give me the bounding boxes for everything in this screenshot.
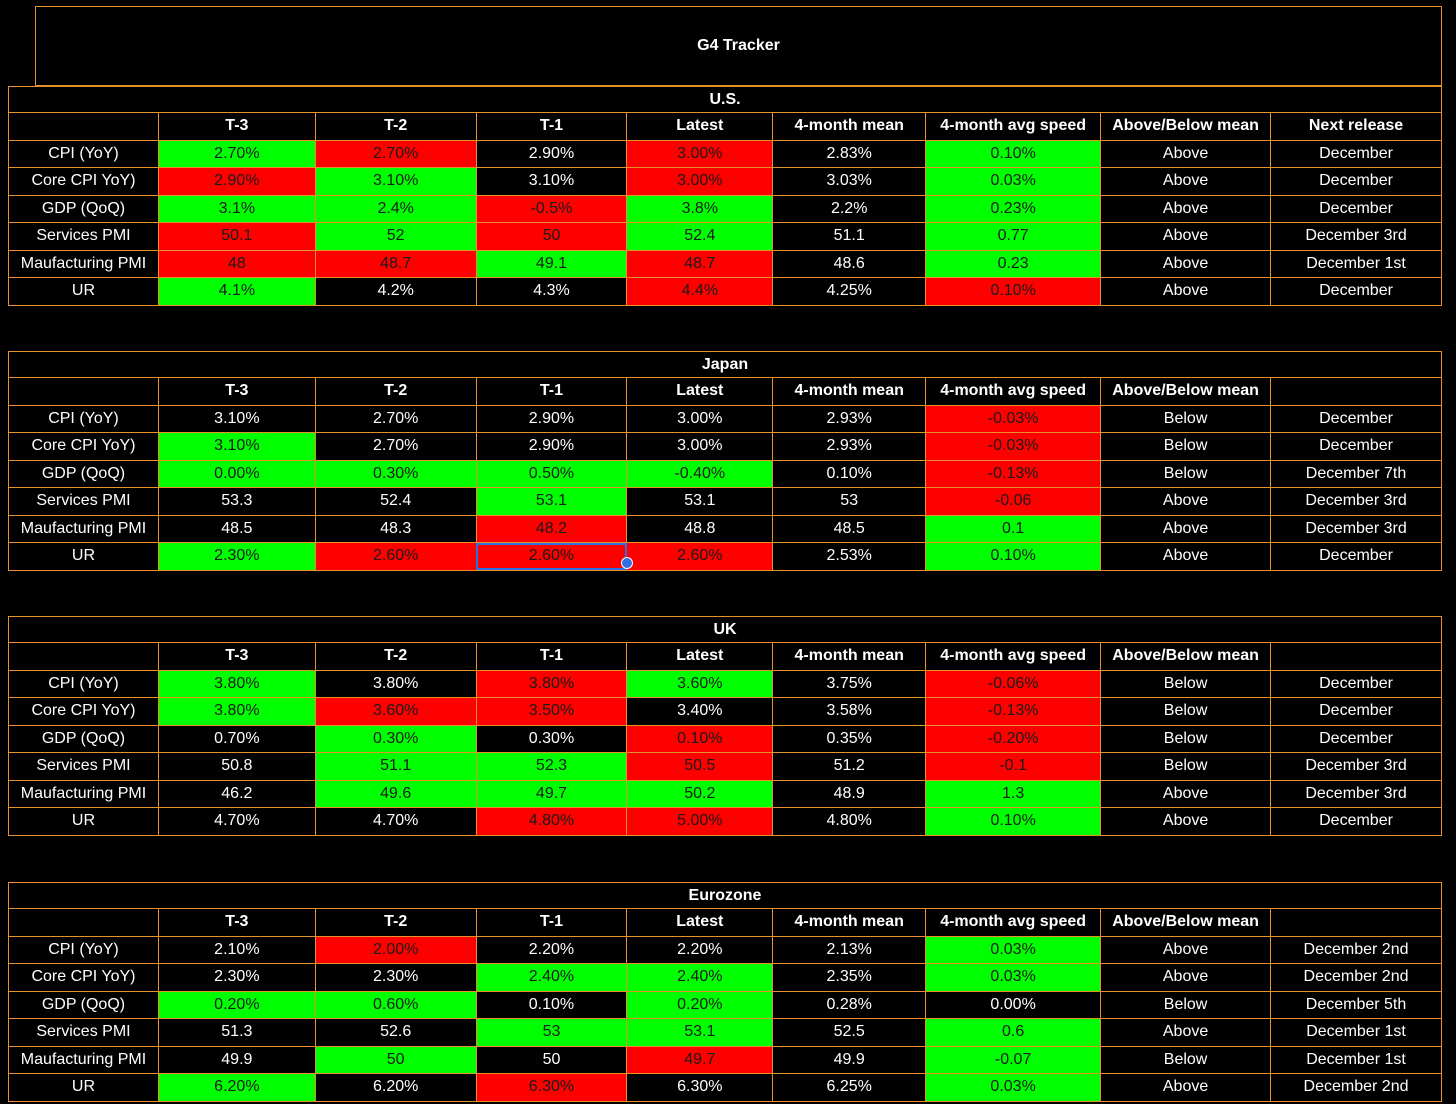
table-row (9, 543, 1442, 571)
data-cell[interactable]: December 1st (1271, 1019, 1442, 1047)
data-cell[interactable]: 0.30% (315, 460, 476, 488)
header-row (9, 909, 1442, 937)
data-cell[interactable]: 2.90% (476, 140, 627, 168)
column-header[interactable]: T-3 (158, 909, 315, 937)
table-row (9, 1019, 1442, 1047)
data-cell[interactable]: Above (1101, 140, 1271, 168)
column-header[interactable]: Latest (627, 113, 773, 141)
row-label[interactable]: GDP (QoQ) (9, 991, 159, 1019)
data-cell[interactable]: 0.00% (158, 460, 315, 488)
data-cell[interactable]: 2.10% (158, 936, 315, 964)
row-label[interactable]: Core CPI YoY) (9, 964, 159, 992)
data-cell[interactable]: 4.70% (315, 808, 476, 836)
table-row (9, 140, 1442, 168)
data-cell[interactable]: 48.3 (315, 515, 476, 543)
selection-fill-handle[interactable] (621, 557, 633, 569)
row-label[interactable]: Core CPI YoY) (9, 168, 159, 196)
data-cell[interactable]: December 3rd (1271, 753, 1442, 781)
data-cell[interactable]: 50 (476, 1046, 627, 1074)
data-cell[interactable]: 2.60% (627, 543, 773, 571)
data-cell[interactable]: 53.1 (627, 1019, 773, 1047)
data-cell[interactable]: December (1271, 698, 1442, 726)
data-cell[interactable]: December 2nd (1271, 1074, 1442, 1102)
row-label[interactable]: Maufacturing PMI (9, 1046, 159, 1074)
data-cell[interactable]: 0.23 (926, 250, 1101, 278)
data-cell[interactable]: December (1271, 543, 1442, 571)
data-cell[interactable]: 0.30% (315, 725, 476, 753)
data-cell[interactable]: 2.53% (773, 543, 926, 571)
data-cell[interactable]: 50.1 (158, 223, 315, 251)
table-row (9, 223, 1442, 251)
data-cell[interactable]: 3.00% (627, 433, 773, 461)
data-cell[interactable]: December 3rd (1271, 780, 1442, 808)
column-header[interactable] (1271, 643, 1442, 671)
data-cell[interactable]: 48 (158, 250, 315, 278)
data-cell[interactable]: 2.93% (773, 405, 926, 433)
data-cell[interactable]: 52 (315, 223, 476, 251)
data-cell[interactable]: 3.8% (627, 195, 773, 223)
data-cell[interactable]: 3.60% (315, 698, 476, 726)
data-cell[interactable]: 2.00% (315, 936, 476, 964)
data-cell[interactable]: 50.8 (158, 753, 315, 781)
column-header[interactable]: T-1 (476, 113, 627, 141)
data-cell[interactable]: 0.28% (773, 991, 926, 1019)
data-cell[interactable]: Above (1101, 543, 1271, 571)
data-cell[interactable]: 49.1 (476, 250, 627, 278)
data-cell[interactable]: 51.2 (773, 753, 926, 781)
column-header[interactable]: Above/Below mean (1101, 113, 1271, 141)
data-cell[interactable]: 0.60% (315, 991, 476, 1019)
data-cell[interactable]: 48.7 (315, 250, 476, 278)
data-cell[interactable]: December 7th (1271, 460, 1442, 488)
column-header[interactable]: T-2 (315, 909, 476, 937)
data-cell[interactable]: 3.10% (158, 405, 315, 433)
data-cell[interactable]: 2.70% (315, 140, 476, 168)
data-cell[interactable]: 3.00% (627, 140, 773, 168)
table-row (9, 515, 1442, 543)
data-cell[interactable]: 4.80% (773, 808, 926, 836)
data-cell[interactable]: 52.4 (627, 223, 773, 251)
column-header[interactable] (9, 643, 159, 671)
data-cell[interactable]: -0.13% (926, 698, 1101, 726)
data-cell[interactable]: December (1271, 140, 1442, 168)
data-cell[interactable]: 3.00% (627, 405, 773, 433)
data-cell[interactable]: 3.10% (158, 433, 315, 461)
column-header[interactable]: T-1 (476, 378, 627, 406)
column-header[interactable]: T-1 (476, 643, 627, 671)
country-title[interactable]: UK (8, 616, 1442, 642)
row-label[interactable]: UR (9, 1074, 159, 1102)
column-header[interactable]: Latest (627, 643, 773, 671)
data-cell[interactable]: 48.2 (476, 515, 627, 543)
data-cell[interactable]: 5.00% (627, 808, 773, 836)
data-cell[interactable]: 0.10% (773, 460, 926, 488)
column-header[interactable]: 4-month mean (773, 643, 926, 671)
row-label[interactable]: CPI (YoY) (9, 405, 159, 433)
row-label[interactable]: Services PMI (9, 1019, 159, 1047)
table-row (9, 460, 1442, 488)
row-label[interactable]: Core CPI YoY) (9, 698, 159, 726)
data-cell[interactable]: 52.3 (476, 753, 627, 781)
data-cell[interactable]: 2.40% (476, 964, 627, 992)
data-cell[interactable]: 0.10% (926, 278, 1101, 306)
data-cell[interactable]: 53.1 (627, 488, 773, 516)
data-cell[interactable]: Above (1101, 515, 1271, 543)
data-cell[interactable]: December (1271, 808, 1442, 836)
data-table (8, 908, 1442, 1102)
row-label[interactable]: GDP (QoQ) (9, 195, 159, 223)
data-cell[interactable]: 0.10% (926, 140, 1101, 168)
table-row (9, 250, 1442, 278)
data-cell[interactable]: 3.80% (158, 670, 315, 698)
column-header[interactable] (9, 378, 159, 406)
data-cell[interactable]: December 3rd (1271, 223, 1442, 251)
data-cell[interactable]: -0.06 (926, 488, 1101, 516)
row-label[interactable]: CPI (YoY) (9, 670, 159, 698)
data-cell[interactable]: Above (1101, 964, 1271, 992)
data-cell[interactable]: 49.9 (773, 1046, 926, 1074)
data-cell[interactable]: Above (1101, 780, 1271, 808)
data-cell[interactable]: 2.2% (773, 195, 926, 223)
column-header[interactable]: Latest (627, 378, 773, 406)
data-cell[interactable]: 2.83% (773, 140, 926, 168)
data-cell[interactable]: Below (1101, 405, 1271, 433)
data-cell[interactable]: -0.03% (926, 433, 1101, 461)
column-header[interactable]: T-3 (158, 378, 315, 406)
data-cell[interactable]: 0.10% (476, 991, 627, 1019)
data-cell[interactable]: 2.90% (476, 405, 627, 433)
table-row (9, 278, 1442, 306)
data-cell[interactable]: Above (1101, 488, 1271, 516)
data-cell[interactable]: -0.13% (926, 460, 1101, 488)
data-cell[interactable]: December (1271, 168, 1442, 196)
column-header[interactable] (1271, 909, 1442, 937)
data-cell[interactable]: 52.6 (315, 1019, 476, 1047)
row-label[interactable]: Maufacturing PMI (9, 250, 159, 278)
row-label[interactable]: CPI (YoY) (9, 140, 159, 168)
data-cell[interactable]: 3.10% (315, 168, 476, 196)
data-cell[interactable]: Above (1101, 1074, 1271, 1102)
data-cell[interactable]: Above (1101, 250, 1271, 278)
data-cell[interactable]: 4.2% (315, 278, 476, 306)
data-cell[interactable]: 51.1 (773, 223, 926, 251)
data-cell[interactable]: 3.60% (627, 670, 773, 698)
column-header[interactable]: 4-month mean (773, 378, 926, 406)
data-cell[interactable]: -0.06% (926, 670, 1101, 698)
data-table (8, 642, 1442, 836)
data-cell[interactable]: 3.1% (158, 195, 315, 223)
data-cell[interactable]: 50.2 (627, 780, 773, 808)
data-cell[interactable]: 50.5 (627, 753, 773, 781)
row-label[interactable]: Services PMI (9, 753, 159, 781)
data-cell[interactable]: 3.03% (773, 168, 926, 196)
data-cell[interactable]: 0.03% (926, 1074, 1101, 1102)
data-cell[interactable]: Below (1101, 433, 1271, 461)
data-cell[interactable]: 3.40% (627, 698, 773, 726)
column-header[interactable] (1271, 378, 1442, 406)
row-label[interactable]: Maufacturing PMI (9, 515, 159, 543)
table-row (9, 698, 1442, 726)
row-label[interactable]: UR (9, 278, 159, 306)
data-cell[interactable]: 51.3 (158, 1019, 315, 1047)
data-cell[interactable]: 3.50% (476, 698, 627, 726)
data-cell[interactable]: 0.20% (627, 991, 773, 1019)
data-cell[interactable]: 6.20% (315, 1074, 476, 1102)
data-cell[interactable]: Below (1101, 460, 1271, 488)
country-title[interactable]: Eurozone (8, 882, 1442, 908)
data-cell[interactable]: -0.40% (627, 460, 773, 488)
data-cell[interactable]: December 2nd (1271, 936, 1442, 964)
data-cell[interactable]: Below (1101, 1046, 1271, 1074)
data-cell[interactable]: Above (1101, 1019, 1271, 1047)
data-cell[interactable]: December 3rd (1271, 488, 1442, 516)
column-header[interactable]: Latest (627, 909, 773, 937)
data-cell[interactable]: 0.10% (926, 808, 1101, 836)
data-cell[interactable]: 51.1 (315, 753, 476, 781)
column-header[interactable]: T-2 (315, 113, 476, 141)
data-cell[interactable]: 52.4 (315, 488, 476, 516)
data-cell[interactable]: Below (1101, 670, 1271, 698)
data-cell[interactable]: 48.5 (158, 515, 315, 543)
column-header[interactable]: T-1 (476, 909, 627, 937)
tracker-title[interactable]: G4 Tracker (35, 6, 1442, 86)
data-cell[interactable]: 50 (476, 223, 627, 251)
data-cell[interactable]: 3.80% (315, 670, 476, 698)
data-cell[interactable]: 2.70% (315, 405, 476, 433)
column-header[interactable]: Above/Below mean (1101, 643, 1271, 671)
data-cell[interactable]: 2.70% (315, 433, 476, 461)
data-cell[interactable]: -0.5% (476, 195, 627, 223)
data-cell[interactable]: 49.9 (158, 1046, 315, 1074)
data-cell[interactable]: 48.6 (773, 250, 926, 278)
row-label[interactable]: GDP (QoQ) (9, 725, 159, 753)
table-row (9, 405, 1442, 433)
column-header[interactable]: 4-month avg speed (926, 909, 1101, 937)
data-cell[interactable]: 4.1% (158, 278, 315, 306)
column-header[interactable]: T-3 (158, 113, 315, 141)
data-cell[interactable]: 3.80% (476, 670, 627, 698)
data-cell[interactable]: December 3rd (1271, 515, 1442, 543)
data-cell[interactable]: 2.13% (773, 936, 926, 964)
column-header[interactable]: 4-month mean (773, 909, 926, 937)
data-cell[interactable]: 3.75% (773, 670, 926, 698)
column-header[interactable] (9, 113, 159, 141)
column-header[interactable]: T-3 (158, 643, 315, 671)
data-cell[interactable]: 0.03% (926, 168, 1101, 196)
country-title[interactable]: U.S. (8, 86, 1442, 112)
table-row (9, 488, 1442, 516)
column-header[interactable]: Above/Below mean (1101, 378, 1271, 406)
data-cell[interactable]: 3.58% (773, 698, 926, 726)
data-cell[interactable]: 4.80% (476, 808, 627, 836)
data-cell[interactable]: 0.23% (926, 195, 1101, 223)
data-cell[interactable]: 2.90% (158, 168, 315, 196)
column-header[interactable]: Above/Below mean (1101, 909, 1271, 937)
country-title[interactable]: Japan (8, 351, 1442, 377)
data-cell[interactable]: 6.20% (158, 1074, 315, 1102)
column-header[interactable]: 4-month avg speed (926, 378, 1101, 406)
data-table (8, 377, 1442, 571)
data-cell[interactable]: 53.3 (158, 488, 315, 516)
data-cell[interactable]: 4.70% (158, 808, 315, 836)
data-cell[interactable]: Below (1101, 698, 1271, 726)
data-cell[interactable]: 6.30% (627, 1074, 773, 1102)
data-cell[interactable]: 2.90% (476, 433, 627, 461)
data-cell[interactable]: 48.9 (773, 780, 926, 808)
data-cell[interactable]: 2.30% (158, 543, 315, 571)
data-cell[interactable]: December (1271, 433, 1442, 461)
data-cell[interactable]: 46.2 (158, 780, 315, 808)
data-cell[interactable]: 53 (773, 488, 926, 516)
data-cell[interactable]: Below (1101, 753, 1271, 781)
data-cell[interactable]: 0.6 (926, 1019, 1101, 1047)
data-cell[interactable]: 0.03% (926, 936, 1101, 964)
table-row (9, 168, 1442, 196)
data-cell[interactable]: December (1271, 278, 1442, 306)
data-cell[interactable]: 0.00% (926, 991, 1101, 1019)
table-row (9, 195, 1442, 223)
table-row (9, 670, 1442, 698)
data-cell[interactable]: December (1271, 405, 1442, 433)
data-cell[interactable]: Above (1101, 278, 1271, 306)
data-cell[interactable]: 0.10% (926, 543, 1101, 571)
data-cell[interactable]: Above (1101, 195, 1271, 223)
data-cell[interactable]: 2.30% (315, 964, 476, 992)
data-cell[interactable]: Above (1101, 168, 1271, 196)
data-cell[interactable]: Above (1101, 223, 1271, 251)
data-cell[interactable]: 52.5 (773, 1019, 926, 1047)
column-header[interactable]: Next release (1271, 113, 1442, 141)
data-cell[interactable]: 0.77 (926, 223, 1101, 251)
data-cell[interactable]: 0.35% (773, 725, 926, 753)
row-label[interactable]: UR (9, 543, 159, 571)
data-cell[interactable]: 3.00% (627, 168, 773, 196)
row-label[interactable]: UR (9, 808, 159, 836)
data-cell[interactable]: December (1271, 670, 1442, 698)
data-cell[interactable]: 3.80% (158, 698, 315, 726)
data-cell[interactable]: 2.30% (158, 964, 315, 992)
data-cell[interactable]: 4.4% (627, 278, 773, 306)
data-cell[interactable]: 2.93% (773, 433, 926, 461)
data-cell[interactable]: 49.7 (476, 780, 627, 808)
column-header[interactable]: T-2 (315, 643, 476, 671)
data-cell[interactable]: 4.25% (773, 278, 926, 306)
data-cell[interactable]: 4.3% (476, 278, 627, 306)
table-row (9, 936, 1442, 964)
data-cell[interactable]: December 1st (1271, 250, 1442, 278)
data-cell[interactable]: -0.1 (926, 753, 1101, 781)
data-cell[interactable]: December (1271, 725, 1442, 753)
data-table (8, 112, 1442, 306)
column-header[interactable]: T-2 (315, 378, 476, 406)
data-cell[interactable]: 6.25% (773, 1074, 926, 1102)
data-cell[interactable]: 0.03% (926, 964, 1101, 992)
data-cell[interactable]: -0.07 (926, 1046, 1101, 1074)
data-cell[interactable]: 6.30% (476, 1074, 627, 1102)
row-label[interactable]: Services PMI (9, 488, 159, 516)
data-cell[interactable]: -0.20% (926, 725, 1101, 753)
data-cell[interactable]: December (1271, 195, 1442, 223)
data-cell[interactable]: 53 (476, 1019, 627, 1047)
data-cell[interactable]: 2.40% (627, 964, 773, 992)
table-row (9, 433, 1442, 461)
column-header[interactable]: 4-month avg speed (926, 643, 1101, 671)
data-cell[interactable]: 0.70% (158, 725, 315, 753)
data-cell[interactable]: -0.03% (926, 405, 1101, 433)
data-cell[interactable]: 3.10% (476, 168, 627, 196)
table-row (9, 1074, 1442, 1102)
table-row (9, 725, 1442, 753)
data-cell[interactable]: 48.7 (627, 250, 773, 278)
row-label[interactable]: CPI (YoY) (9, 936, 159, 964)
data-cell[interactable]: 2.20% (476, 936, 627, 964)
data-cell[interactable]: 1.3 (926, 780, 1101, 808)
data-cell[interactable]: 2.60% (315, 543, 476, 571)
data-cell[interactable]: 0.1 (926, 515, 1101, 543)
header-row (9, 643, 1442, 671)
column-header[interactable]: 4-month mean (773, 113, 926, 141)
data-cell[interactable]: 2.4% (315, 195, 476, 223)
row-label[interactable]: GDP (QoQ) (9, 460, 159, 488)
data-cell[interactable]: 48.5 (773, 515, 926, 543)
data-cell[interactable]: Below (1101, 991, 1271, 1019)
table-row (9, 964, 1442, 992)
data-cell[interactable]: 50 (315, 1046, 476, 1074)
data-cell[interactable]: Above (1101, 808, 1271, 836)
data-cell[interactable]: 0.10% (627, 725, 773, 753)
data-cell[interactable]: 2.60% (476, 543, 627, 571)
table-row (9, 1046, 1442, 1074)
table-row (9, 991, 1442, 1019)
row-label[interactable]: Core CPI YoY) (9, 433, 159, 461)
data-cell[interactable]: 2.20% (627, 936, 773, 964)
table-row (9, 753, 1442, 781)
data-cell[interactable]: Above (1101, 936, 1271, 964)
data-cell[interactable]: 2.70% (158, 140, 315, 168)
header-row (9, 113, 1442, 141)
header-row (9, 378, 1442, 406)
data-cell[interactable]: 53.1 (476, 488, 627, 516)
data-cell[interactable]: Below (1101, 725, 1271, 753)
data-cell[interactable]: 0.20% (158, 991, 315, 1019)
table-row (9, 808, 1442, 836)
data-cell[interactable]: December 1st (1271, 1046, 1442, 1074)
data-cell[interactable]: 49.7 (627, 1046, 773, 1074)
table-row (9, 780, 1442, 808)
data-cell[interactable]: December 5th (1271, 991, 1442, 1019)
row-label[interactable]: Services PMI (9, 223, 159, 251)
column-header[interactable] (9, 909, 159, 937)
data-cell[interactable]: 2.35% (773, 964, 926, 992)
data-cell[interactable]: 0.50% (476, 460, 627, 488)
row-label[interactable]: Maufacturing PMI (9, 780, 159, 808)
data-cell[interactable]: December 2nd (1271, 964, 1442, 992)
column-header[interactable]: 4-month avg speed (926, 113, 1101, 141)
data-cell[interactable]: 49.6 (315, 780, 476, 808)
data-cell[interactable]: 0.30% (476, 725, 627, 753)
data-cell[interactable]: 48.8 (627, 515, 773, 543)
